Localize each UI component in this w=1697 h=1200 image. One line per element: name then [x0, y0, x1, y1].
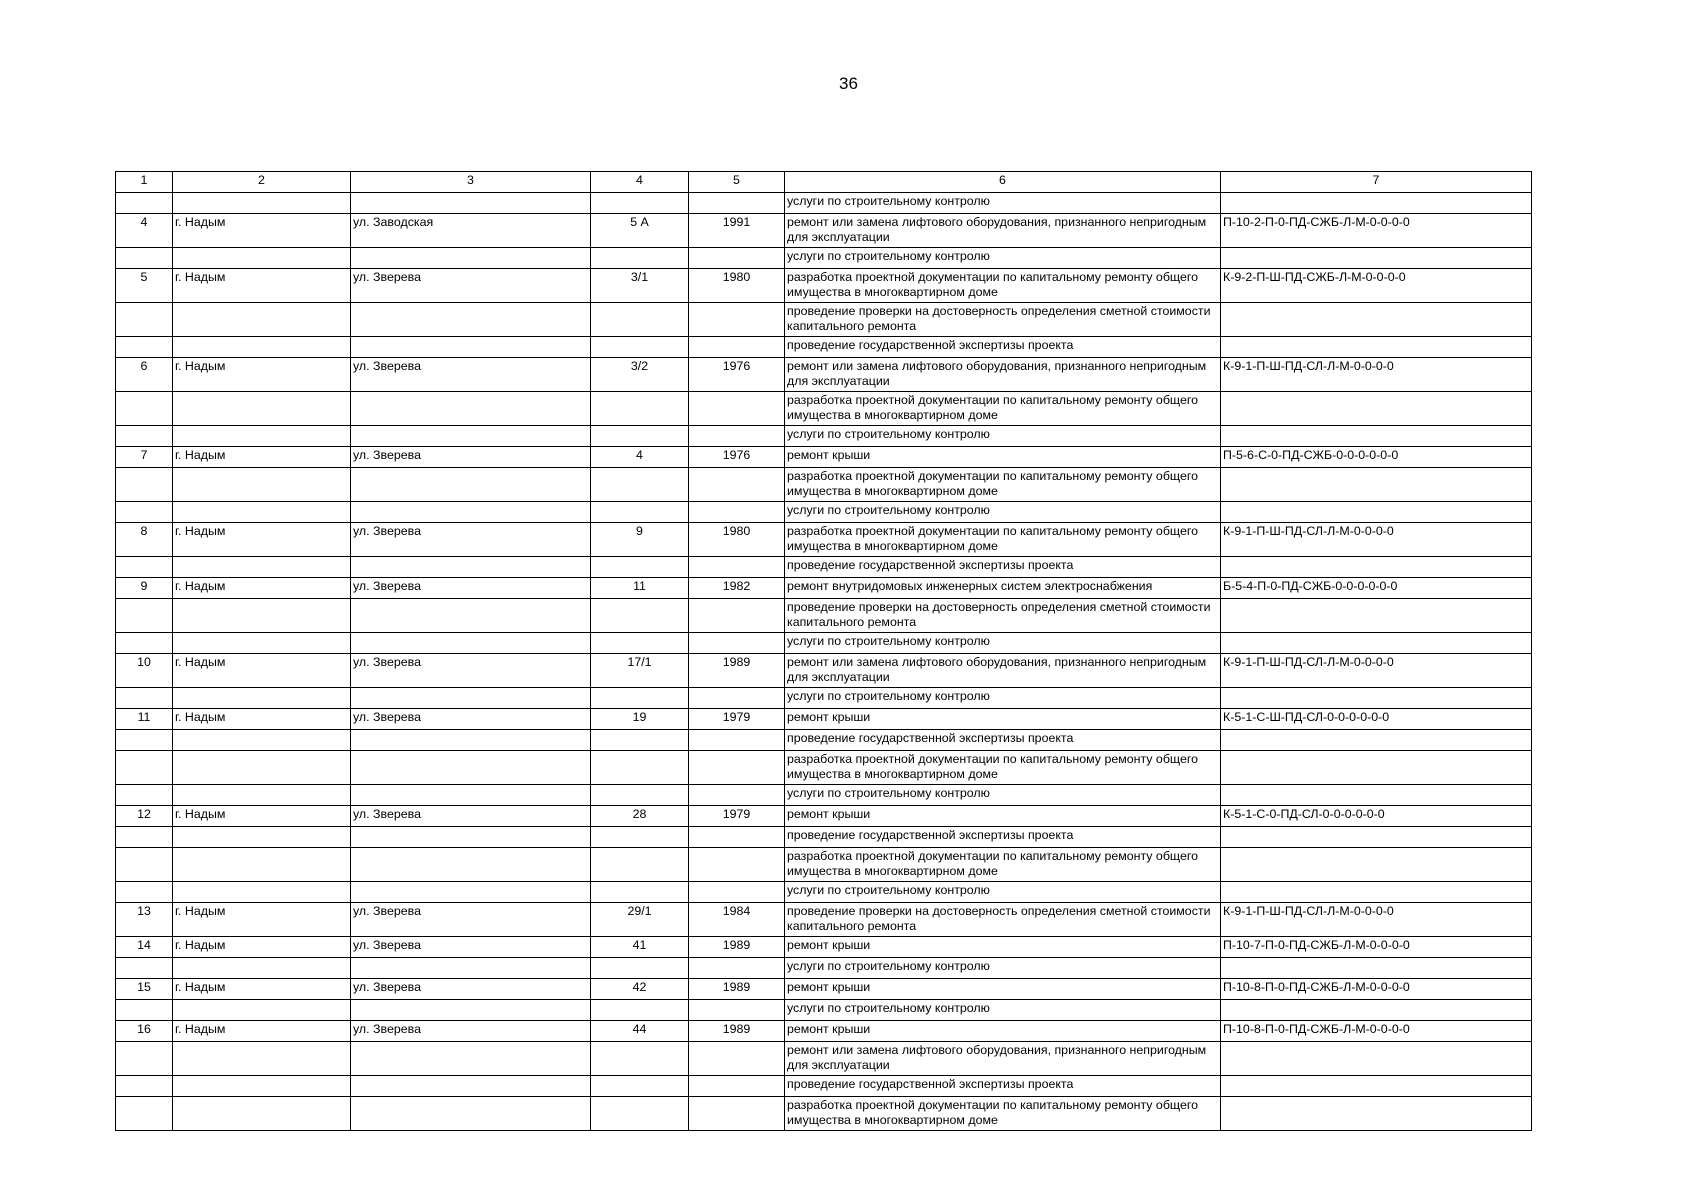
- building-code-cell: [1221, 557, 1532, 578]
- house-number-cell: [591, 958, 689, 979]
- city-cell: г. Надым: [173, 523, 351, 557]
- work-type-cell: проведение государственной экспертизы проекта: [785, 730, 1221, 751]
- house-number-cell: 42: [591, 979, 689, 1000]
- work-type-cell: ремонт внутридомовых инженерных систем электроснабжения: [785, 578, 1221, 599]
- row-number-cell: 8: [116, 523, 173, 557]
- year-built-cell: [689, 502, 785, 523]
- city-cell: [173, 882, 351, 903]
- table-row: [116, 709, 1532, 730]
- city-cell: [173, 1097, 351, 1131]
- work-type-cell: ремонт крыши: [785, 709, 1221, 730]
- building-code-cell: К-9-1-П-Ш-ПД-СЛ-Л-М-0-0-0-0: [1221, 903, 1532, 937]
- city-cell: [173, 633, 351, 654]
- year-built-cell: 1984: [689, 903, 785, 937]
- street-cell: [351, 1097, 591, 1131]
- work-type-cell: ремонт или замена лифтового оборудования, признанного непригодным для эксплуатации: [785, 654, 1221, 688]
- city-cell: [173, 557, 351, 578]
- row-number-cell: [116, 633, 173, 654]
- year-built-cell: 1982: [689, 578, 785, 599]
- street-cell: [351, 848, 591, 882]
- building-code-cell: [1221, 633, 1532, 654]
- row-number-cell: 10: [116, 654, 173, 688]
- house-number-cell: [591, 1076, 689, 1097]
- year-built-cell: [689, 958, 785, 979]
- house-number-cell: [591, 599, 689, 633]
- building-code-cell: [1221, 1097, 1532, 1131]
- work-type-cell: услуги по строительному контролю: [785, 193, 1221, 214]
- row-number-cell: [116, 468, 173, 502]
- row-number-cell: [116, 751, 173, 785]
- work-type-cell: ремонт крыши: [785, 937, 1221, 958]
- building-code-cell: [1221, 426, 1532, 447]
- table-row: [116, 903, 1532, 937]
- row-number-cell: [116, 599, 173, 633]
- house-number-cell: [591, 468, 689, 502]
- table-row: [116, 269, 1532, 303]
- building-code-cell: [1221, 1042, 1532, 1076]
- year-built-cell: [689, 193, 785, 214]
- column-number: 1: [116, 172, 173, 193]
- city-cell: г. Надым: [173, 979, 351, 1000]
- year-built-cell: [689, 599, 785, 633]
- house-number-cell: [591, 392, 689, 426]
- building-code-cell: [1221, 337, 1532, 358]
- street-cell: [351, 1000, 591, 1021]
- house-number-cell: 19: [591, 709, 689, 730]
- house-number-cell: [591, 1000, 689, 1021]
- street-cell: [351, 426, 591, 447]
- row-number-cell: 4: [116, 214, 173, 248]
- year-built-cell: [689, 248, 785, 269]
- row-number-cell: 6: [116, 358, 173, 392]
- city-cell: [173, 468, 351, 502]
- table-row: [116, 730, 1532, 751]
- street-cell: [351, 248, 591, 269]
- row-number-cell: [116, 337, 173, 358]
- table-row: [116, 979, 1532, 1000]
- year-built-cell: [689, 1076, 785, 1097]
- work-type-cell: ремонт крыши: [785, 979, 1221, 1000]
- street-cell: ул. Заводская: [351, 214, 591, 248]
- year-built-cell: [689, 848, 785, 882]
- work-type-cell: услуги по строительному контролю: [785, 882, 1221, 903]
- table-row: [116, 633, 1532, 654]
- table-row: [116, 654, 1532, 688]
- house-number-cell: 4: [591, 447, 689, 468]
- work-type-cell: услуги по строительному контролю: [785, 633, 1221, 654]
- house-number-cell: [591, 827, 689, 848]
- building-code-cell: П-10-2-П-0-ПД-СЖБ-Л-М-0-0-0-0: [1221, 214, 1532, 248]
- work-type-cell: разработка проектной документации по капитальному ремонту общего имущества в многоквартирном доме: [785, 392, 1221, 426]
- table-row: [116, 688, 1532, 709]
- city-cell: [173, 785, 351, 806]
- year-built-cell: 1976: [689, 447, 785, 468]
- row-number-cell: [116, 882, 173, 903]
- city-cell: г. Надым: [173, 358, 351, 392]
- page-number: 36: [839, 74, 858, 93]
- work-type-cell: услуги по строительному контролю: [785, 958, 1221, 979]
- year-built-cell: [689, 468, 785, 502]
- work-type-cell: услуги по строительному контролю: [785, 248, 1221, 269]
- city-cell: г. Надым: [173, 937, 351, 958]
- work-type-cell: услуги по строительному контролю: [785, 502, 1221, 523]
- street-cell: [351, 882, 591, 903]
- house-number-cell: [591, 848, 689, 882]
- table-row: [116, 848, 1532, 882]
- work-type-cell: ремонт крыши: [785, 447, 1221, 468]
- row-number-cell: 7: [116, 447, 173, 468]
- street-cell: ул. Зверева: [351, 654, 591, 688]
- house-number-cell: [591, 633, 689, 654]
- house-number-cell: [591, 785, 689, 806]
- building-code-cell: П-10-8-П-0-ПД-СЖБ-Л-М-0-0-0-0: [1221, 1021, 1532, 1042]
- table-row: [116, 502, 1532, 523]
- street-cell: [351, 751, 591, 785]
- row-number-cell: 15: [116, 979, 173, 1000]
- house-number-cell: [591, 882, 689, 903]
- table-row: [116, 1076, 1532, 1097]
- table-row: [116, 426, 1532, 447]
- building-code-cell: [1221, 468, 1532, 502]
- city-cell: г. Надым: [173, 654, 351, 688]
- row-number-cell: [116, 688, 173, 709]
- building-code-cell: [1221, 848, 1532, 882]
- column-number: 2: [173, 172, 351, 193]
- table-row: [116, 806, 1532, 827]
- work-type-cell: проведение государственной экспертизы проекта: [785, 1076, 1221, 1097]
- year-built-cell: [689, 688, 785, 709]
- house-number-cell: [591, 1042, 689, 1076]
- street-cell: [351, 599, 591, 633]
- work-type-cell: разработка проектной документации по капитальному ремонту общего имущества в многоквартирном доме: [785, 468, 1221, 502]
- building-code-cell: [1221, 958, 1532, 979]
- table-row: [116, 578, 1532, 599]
- work-type-cell: разработка проектной документации по капитальному ремонту общего имущества в многоквартирном доме: [785, 751, 1221, 785]
- row-number-cell: [116, 392, 173, 426]
- building-code-cell: К-9-1-П-Ш-ПД-СЛ-Л-М-0-0-0-0: [1221, 523, 1532, 557]
- city-cell: [173, 1042, 351, 1076]
- table-row: [116, 468, 1532, 502]
- year-built-cell: [689, 392, 785, 426]
- row-number-cell: [116, 848, 173, 882]
- street-cell: [351, 502, 591, 523]
- column-number-row: [116, 172, 1532, 193]
- work-type-cell: разработка проектной документации по капитальному ремонту общего имущества в многоквартирном доме: [785, 848, 1221, 882]
- building-code-cell: [1221, 392, 1532, 426]
- building-code-cell: К-9-2-П-Ш-ПД-СЖБ-Л-М-0-0-0-0: [1221, 269, 1532, 303]
- year-built-cell: [689, 1000, 785, 1021]
- house-number-cell: 5 А: [591, 214, 689, 248]
- year-built-cell: [689, 1097, 785, 1131]
- table-row: [116, 599, 1532, 633]
- table-row: [116, 523, 1532, 557]
- building-code-cell: [1221, 827, 1532, 848]
- city-cell: г. Надым: [173, 447, 351, 468]
- house-number-cell: 9: [591, 523, 689, 557]
- work-type-cell: ремонт или замена лифтового оборудования, признанного непригодным для эксплуатации: [785, 1042, 1221, 1076]
- work-type-cell: проведение государственной экспертизы проекта: [785, 827, 1221, 848]
- year-built-cell: [689, 303, 785, 337]
- city-cell: г. Надым: [173, 269, 351, 303]
- street-cell: ул. Зверева: [351, 937, 591, 958]
- building-code-cell: [1221, 688, 1532, 709]
- building-code-cell: Б-5-4-П-0-ПД-СЖБ-0-0-0-0-0-0: [1221, 578, 1532, 599]
- table-row: [116, 1000, 1532, 1021]
- row-number-cell: [116, 426, 173, 447]
- city-cell: [173, 303, 351, 337]
- year-built-cell: 1989: [689, 654, 785, 688]
- year-built-cell: [689, 633, 785, 654]
- row-number-cell: [116, 303, 173, 337]
- column-number: 4: [591, 172, 689, 193]
- table-row: [116, 958, 1532, 979]
- table-row: [116, 827, 1532, 848]
- street-cell: [351, 303, 591, 337]
- city-cell: [173, 193, 351, 214]
- street-cell: [351, 827, 591, 848]
- building-code-cell: К-9-1-П-Ш-ПД-СЛ-Л-М-0-0-0-0: [1221, 654, 1532, 688]
- building-code-cell: [1221, 882, 1532, 903]
- work-type-cell: ремонт крыши: [785, 806, 1221, 827]
- work-type-cell: услуги по строительному контролю: [785, 1000, 1221, 1021]
- building-code-cell: [1221, 785, 1532, 806]
- street-cell: [351, 688, 591, 709]
- work-type-cell: проведение государственной экспертизы проекта: [785, 337, 1221, 358]
- table-row: [116, 358, 1532, 392]
- year-built-cell: [689, 557, 785, 578]
- city-cell: г. Надым: [173, 578, 351, 599]
- street-cell: [351, 730, 591, 751]
- city-cell: [173, 958, 351, 979]
- house-number-cell: [591, 303, 689, 337]
- city-cell: г. Надым: [173, 806, 351, 827]
- work-type-cell: ремонт или замена лифтового оборудования, признанного непригодным для эксплуатации: [785, 358, 1221, 392]
- table-row: [116, 193, 1532, 214]
- table-row: [116, 882, 1532, 903]
- street-cell: [351, 958, 591, 979]
- row-number-cell: [116, 785, 173, 806]
- city-cell: [173, 1000, 351, 1021]
- city-cell: [173, 827, 351, 848]
- work-type-cell: услуги по строительному контролю: [785, 688, 1221, 709]
- house-number-cell: [591, 1097, 689, 1131]
- table-row: [116, 1042, 1532, 1076]
- city-cell: [173, 688, 351, 709]
- row-number-cell: [116, 730, 173, 751]
- city-cell: [173, 1076, 351, 1097]
- building-code-cell: [1221, 1000, 1532, 1021]
- house-number-cell: [591, 426, 689, 447]
- city-cell: [173, 502, 351, 523]
- house-number-cell: 28: [591, 806, 689, 827]
- table-row: [116, 337, 1532, 358]
- street-cell: ул. Зверева: [351, 523, 591, 557]
- year-built-cell: [689, 751, 785, 785]
- street-cell: ул. Зверева: [351, 1021, 591, 1042]
- row-number-cell: 11: [116, 709, 173, 730]
- work-type-cell: разработка проектной документации по капитальному ремонту общего имущества в многоквартирном доме: [785, 1097, 1221, 1131]
- row-number-cell: [116, 958, 173, 979]
- house-number-cell: 44: [591, 1021, 689, 1042]
- work-type-cell: разработка проектной документации по капитальному ремонту общего имущества в многоквартирном доме: [785, 523, 1221, 557]
- year-built-cell: [689, 827, 785, 848]
- year-built-cell: 1976: [689, 358, 785, 392]
- table-row: [116, 557, 1532, 578]
- building-code-cell: [1221, 730, 1532, 751]
- house-number-cell: [591, 337, 689, 358]
- street-cell: [351, 392, 591, 426]
- building-code-cell: [1221, 248, 1532, 269]
- table-row: [116, 751, 1532, 785]
- row-number-cell: [116, 557, 173, 578]
- table-row: [116, 1021, 1532, 1042]
- city-cell: г. Надым: [173, 1021, 351, 1042]
- street-cell: ул. Зверева: [351, 903, 591, 937]
- year-built-cell: 1979: [689, 709, 785, 730]
- year-built-cell: [689, 882, 785, 903]
- work-type-cell: проведение проверки на достоверность определения сметной стоимости капитального ремонта: [785, 599, 1221, 633]
- street-cell: [351, 1042, 591, 1076]
- building-code-cell: К-9-1-П-Ш-ПД-СЛ-Л-М-0-0-0-0: [1221, 358, 1532, 392]
- city-cell: [173, 248, 351, 269]
- building-code-cell: [1221, 1076, 1532, 1097]
- house-number-cell: [591, 557, 689, 578]
- city-cell: [173, 599, 351, 633]
- row-number-cell: 9: [116, 578, 173, 599]
- street-cell: ул. Зверева: [351, 358, 591, 392]
- building-code-cell: К-5-1-С-Ш-ПД-СЛ-0-0-0-0-0-0: [1221, 709, 1532, 730]
- street-cell: [351, 193, 591, 214]
- building-code-cell: [1221, 751, 1532, 785]
- building-code-cell: К-5-1-С-0-ПД-СЛ-0-0-0-0-0-0: [1221, 806, 1532, 827]
- table-row: [116, 303, 1532, 337]
- building-code-cell: [1221, 303, 1532, 337]
- house-number-cell: [591, 730, 689, 751]
- building-code-cell: П-10-7-П-0-ПД-СЖБ-Л-М-0-0-0-0: [1221, 937, 1532, 958]
- house-number-cell: 41: [591, 937, 689, 958]
- house-number-cell: [591, 502, 689, 523]
- row-number-cell: 5: [116, 269, 173, 303]
- city-cell: [173, 751, 351, 785]
- building-code-cell: [1221, 193, 1532, 214]
- year-built-cell: [689, 337, 785, 358]
- building-code-cell: П-5-6-С-0-ПД-СЖБ-0-0-0-0-0-0: [1221, 447, 1532, 468]
- house-number-cell: 3/1: [591, 269, 689, 303]
- city-cell: [173, 848, 351, 882]
- year-built-cell: 1989: [689, 979, 785, 1000]
- row-number-cell: 12: [116, 806, 173, 827]
- table-row: [116, 785, 1532, 806]
- street-cell: [351, 633, 591, 654]
- year-built-cell: 1980: [689, 523, 785, 557]
- row-number-cell: 13: [116, 903, 173, 937]
- repair-plan-table: [115, 171, 1532, 1131]
- street-cell: [351, 337, 591, 358]
- year-built-cell: [689, 1042, 785, 1076]
- house-number-cell: 17/1: [591, 654, 689, 688]
- house-number-cell: [591, 193, 689, 214]
- building-code-cell: [1221, 502, 1532, 523]
- building-code-cell: [1221, 599, 1532, 633]
- column-number: 3: [351, 172, 591, 193]
- street-cell: ул. Зверева: [351, 979, 591, 1000]
- street-cell: ул. Зверева: [351, 447, 591, 468]
- work-type-cell: услуги по строительному контролю: [785, 426, 1221, 447]
- year-built-cell: 1979: [689, 806, 785, 827]
- city-cell: [173, 730, 351, 751]
- row-number-cell: [116, 1097, 173, 1131]
- street-cell: ул. Зверева: [351, 806, 591, 827]
- street-cell: ул. Зверева: [351, 709, 591, 730]
- row-number-cell: [116, 1000, 173, 1021]
- table-row: [116, 214, 1532, 248]
- house-number-cell: 3/2: [591, 358, 689, 392]
- street-cell: [351, 468, 591, 502]
- building-code-cell: П-10-8-П-0-ПД-СЖБ-Л-М-0-0-0-0: [1221, 979, 1532, 1000]
- table-body: [116, 172, 1532, 1131]
- year-built-cell: 1989: [689, 937, 785, 958]
- row-number-cell: [116, 502, 173, 523]
- row-number-cell: [116, 193, 173, 214]
- work-type-cell: проведение государственной экспертизы проекта: [785, 557, 1221, 578]
- house-number-cell: 11: [591, 578, 689, 599]
- city-cell: [173, 337, 351, 358]
- city-cell: г. Надым: [173, 214, 351, 248]
- work-type-cell: проведение проверки на достоверность определения сметной стоимости капитального ремонта: [785, 903, 1221, 937]
- row-number-cell: 16: [116, 1021, 173, 1042]
- table-row: [116, 248, 1532, 269]
- row-number-cell: [116, 1076, 173, 1097]
- year-built-cell: 1980: [689, 269, 785, 303]
- column-number: 7: [1221, 172, 1532, 193]
- row-number-cell: [116, 1042, 173, 1076]
- street-cell: [351, 785, 591, 806]
- year-built-cell: 1989: [689, 1021, 785, 1042]
- city-cell: г. Надым: [173, 709, 351, 730]
- street-cell: ул. Зверева: [351, 578, 591, 599]
- work-type-cell: услуги по строительному контролю: [785, 785, 1221, 806]
- column-number: 5: [689, 172, 785, 193]
- house-number-cell: 29/1: [591, 903, 689, 937]
- year-built-cell: [689, 785, 785, 806]
- table-row: [116, 1097, 1532, 1131]
- table-row: [116, 937, 1532, 958]
- house-number-cell: [591, 248, 689, 269]
- work-type-cell: разработка проектной документации по капитальному ремонту общего имущества в многоквартирном доме: [785, 269, 1221, 303]
- table-row: [116, 447, 1532, 468]
- table-row: [116, 392, 1532, 426]
- house-number-cell: [591, 751, 689, 785]
- work-type-cell: ремонт крыши: [785, 1021, 1221, 1042]
- city-cell: [173, 426, 351, 447]
- work-type-cell: ремонт или замена лифтового оборудования, признанного непригодным для эксплуатации: [785, 214, 1221, 248]
- year-built-cell: 1991: [689, 214, 785, 248]
- work-type-cell: проведение проверки на достоверность определения сметной стоимости капитального ремонта: [785, 303, 1221, 337]
- city-cell: г. Надым: [173, 903, 351, 937]
- year-built-cell: [689, 730, 785, 751]
- row-number-cell: [116, 827, 173, 848]
- row-number-cell: [116, 248, 173, 269]
- street-cell: ул. Зверева: [351, 269, 591, 303]
- year-built-cell: [689, 426, 785, 447]
- city-cell: [173, 392, 351, 426]
- column-number: 6: [785, 172, 1221, 193]
- street-cell: [351, 557, 591, 578]
- street-cell: [351, 1076, 591, 1097]
- house-number-cell: [591, 688, 689, 709]
- row-number-cell: 14: [116, 937, 173, 958]
